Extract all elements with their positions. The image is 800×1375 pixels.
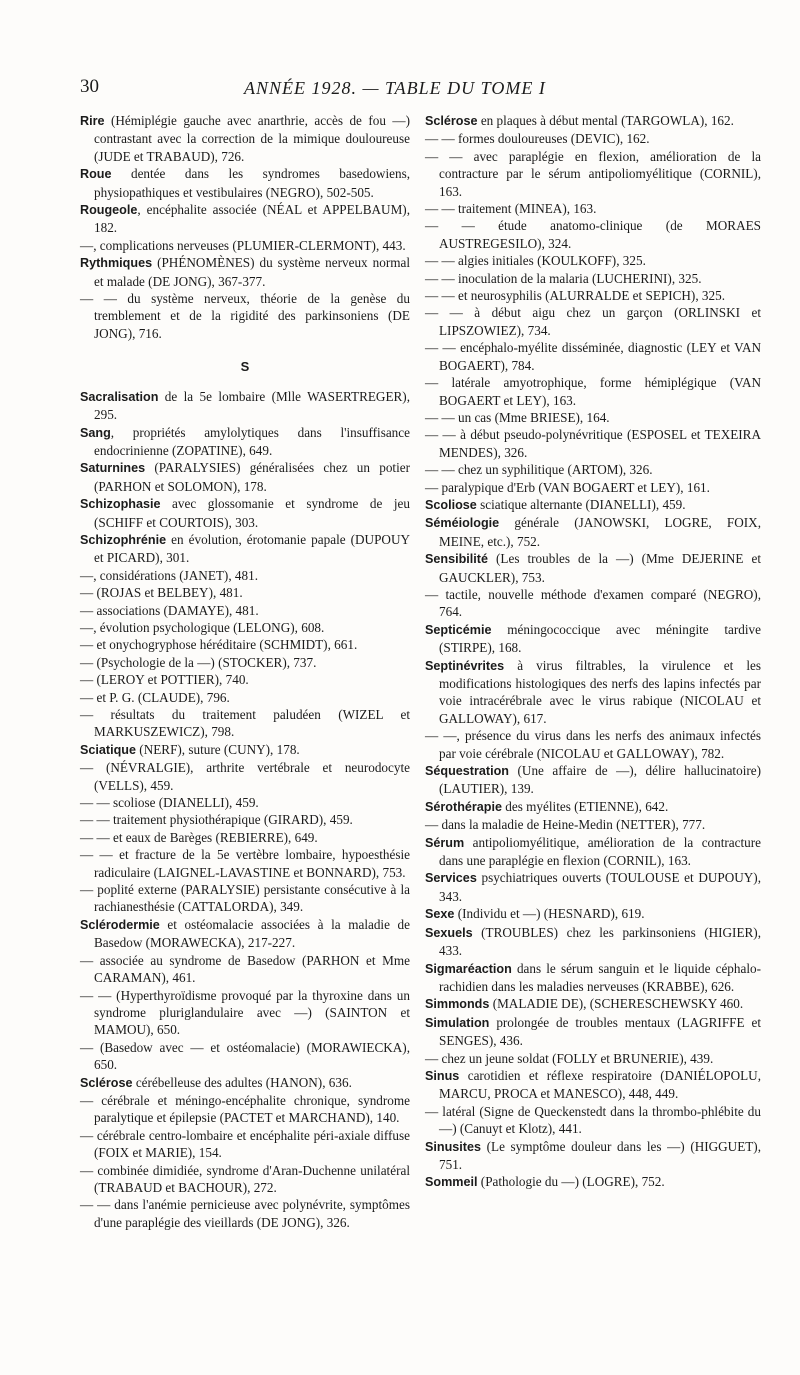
entry-text: (PARALYSIES) généralisées chez un potier (PARHON et SOLOMON), 178. [94,460,410,494]
running-title: ANNÉE 1928. — TABLE DU TOME I [244,78,546,98]
entry-text: — et P. G. (CLAUDE), 796. [80,689,230,705]
entry-text: (MALADIE DE), (SCHERESCHEWSKY 460. [489,996,744,1012]
entry-text: — — un cas (Mme BRIESE), 164. [425,409,610,425]
entry-text: , encéphalite associée (NÉAL et APPELBAUM), 182. [94,202,410,236]
index-entry [425,869,761,905]
right-column [425,112,761,1192]
entry-text: — — du système nerveux, théorie de la genèse du tremblement et de la rigidité des parkinsoniens (DE JONG), 716. [80,291,410,341]
entry-headword: Sérum [425,835,465,850]
entry-headword: Sensibilité [425,552,488,567]
entry-text: — —, présence du virus dans les nerfs des animaux infectés par voie cérébrale (NICOLAU et GALLOWAY), 782. [425,728,761,761]
entry-text: sciatique alternante (DIANELLI), 459. [476,496,686,512]
entry-text: de la 5e lombaire (Mlle WASERTREGER), 295. [94,388,410,423]
index-entry [80,112,410,165]
index-entry [425,409,761,426]
index-entry [80,1162,410,1197]
index-entry [80,495,410,531]
index-entry [425,374,761,409]
index-entry [80,567,410,584]
entry-text: — — traitement physiothérapique (GIRARD), 459. [80,812,353,828]
entry-headword: Sclérose [425,114,478,128]
entry-text: cérébelleuse des adultes (HANON), 636. [132,1074,352,1090]
entry-text: — et onychogryphose héréditaire (SCHMIDT), 661. [80,637,358,653]
entry-text: — (ROJAS et BELBEY), 481. [80,585,243,601]
entry-text: — — à début pseudo-polynévritique (ESPOSEL et TEXEIRA MENDES), 326. [425,427,761,460]
index-entry [80,619,410,636]
index-entry [425,834,761,870]
entry-headword: Schizophasie [80,497,161,512]
entry-text: , propriétés amylolytiques dans l'insuffisance endocrinienne (ZOPATINE), 649. [94,424,410,458]
index-entry [80,706,410,741]
index-entry [425,1173,761,1191]
index-entry [425,550,761,586]
index-entry [425,727,761,762]
entry-text: —, considérations (JANET), 481. [80,567,258,583]
index-entry [425,200,761,217]
entry-headword: Sclérodermie [80,917,160,932]
index-entry [425,657,761,728]
entry-text: — dans la maladie de Heine-Medin (NETTER), 777. [425,817,706,833]
entry-text: avec glossomanie et syndrome de jeu (SCHIFF et COURTOIS), 303. [94,496,410,530]
entry-text: générale (JANOWSKI, LOGRE, FOIX, MEINE, etc.), 752. [439,515,761,549]
entry-text: dans le sérum sanguin et le liquide céphalo-rachidien dans les maladies nerveuses (KRABBE), 626. [439,960,761,994]
entry-text: — associations (DAMAYE), 481. [80,602,259,618]
index-entry [425,217,761,252]
index-entry [80,1074,410,1092]
entry-text: psychiatriques ouverts (TOULOUSE et DUPOUY), 343. [439,870,761,904]
index-entry [425,1103,761,1138]
index-entry [425,148,761,200]
entry-headword: Sommeil [425,1175,478,1190]
index-entry [425,496,761,514]
index-entry [425,798,761,816]
entry-text: — cérébrale et méningo-encéphalite chronique, syndrome paralytique et épilepsie (PACTET et MARCHAND), 140. [80,1092,410,1126]
entry-headword: Sacralisation [80,389,159,404]
entry-text: — (LEROY et POTTIER), 740. [80,672,249,688]
entry-text: — — avec paraplégie en flexion, amélioration de la contracture par le sérum antipoliomyélitique (CORNIL), 163. [425,148,761,199]
entry-text: — — inoculation de la malaria (LUCHERINI), 325. [425,270,702,286]
section-letter: S [240,359,250,375]
index-entry [80,689,410,706]
entry-text: — poplité externe (PARALYSIE) persistante consécutive à la rachianesthésie (CATTALORDA), 349. [80,882,410,915]
entry-text: — — et fracture de la 5e vertèbre lombaire, hypoesthésie radiculaire (LAIGNEL-LAVASTINE et BONNARD), 753. [80,847,410,880]
entry-text: des myélites (ETIENNE), 642. [502,798,669,814]
index-entry [425,960,761,996]
index-entry [80,916,410,952]
entry-headword: Roue [80,167,112,182]
entry-text: (Pathologie du —) (LOGRE), 752. [477,1174,665,1190]
entry-headword: Sclérose [80,1075,133,1090]
entry-text: — — (Hyperthyroïdisme provoqué par la thyroxine dans un syndrome pluriglandulaire avec —) (SAINTON et MAMOU), 650. [80,987,410,1038]
entry-headword: Sang [80,425,111,440]
entry-text: — — et neurosyphilis (ALURRALDE et SEPICH), 325. [425,288,725,304]
index-entry [80,846,410,881]
entry-text: (Le symptôme douleur dans les —) (HIGGUET), 751. [439,1138,761,1172]
entry-text: dentée dans les syndromes basedowiens, physiopathiques et vestibulaires (NEGRO), 502-505. [94,166,410,200]
index-entry [80,237,410,254]
entry-text: — — encéphalo-myélite disséminée, diagnostic (LEY et VAN BOGAERT), 784. [425,340,761,373]
entry-text: — latérale amyotrophique, forme hémiplégique (VAN BOGAERT et LEY), 163. [425,375,761,408]
entry-headword: Séméiologie [425,516,500,531]
entry-text: — résultats du traitement paludéen (WIZEL et MARKUSZEWICZ), 798. [80,707,410,740]
entry-headword: Sexe [425,907,455,922]
index-entry [425,252,761,269]
entry-text: — (NÉVRALGIE), arthrite vertébrale et neurodocyte (VELLS), 459. [80,760,410,793]
entry-headword: Rire [80,114,105,128]
entry-text: — — dans l'anémie pernicieuse avec polynévrite, symptômes d'une paraplégie des vieillards (DE JONG), 326. [80,1197,410,1230]
index-entry [80,1127,410,1162]
entry-text: méningococcique avec méningite tardive (STIRPE), 168. [439,621,761,656]
entry-text: — chez un jeune soldat (FOLLY et BRUNERIE), 439. [425,1050,714,1066]
entry-text: antipoliomyélitique, amélioration de la contracture dans une paraplégie en flexion (CORNIL), 163. [439,834,761,869]
entry-headword: Septinévrites [425,658,505,673]
index-entry [80,881,410,916]
index-entry [80,424,410,460]
entry-headword: Sexuels [425,925,473,940]
index-entry [80,987,410,1039]
index-entry [80,388,410,424]
index-entry [425,270,761,287]
index-entry [80,952,410,987]
left-column [80,112,410,1231]
index-entry [425,426,761,461]
entry-headword: Scoliose [425,497,477,512]
page-header [76,74,742,102]
index-entry [425,1050,761,1067]
entry-text: (PHÉNOMÈNES) du système nerveux normal et malade (DE JONG), 367-377. [94,255,410,289]
index-entry [425,621,761,657]
index-entry [80,829,410,846]
entry-text: — latéral (Signe de Queckenstedt dans la thrombo-phlébite du —) (Canuyt et Klotz), 441. [425,1103,761,1137]
entry-text: carotidien et réflexe respiratoire (DANIÉLOPOLU, MARCU, PROCA et MANESCO), 448, 449. [439,1067,761,1102]
index-entry [425,1138,761,1174]
entry-headword: Simmonds [425,997,490,1012]
entry-text: — (Psychologie de la —) (STOCKER), 737. [80,654,317,670]
entry-headword: Rythmiques [80,256,153,271]
entry-text: (Individu et —) (HESNARD), 619. [454,906,645,922]
entry-text: — — scoliose (DIANELLI), 459. [80,795,259,811]
entry-headword: Sinus [425,1068,460,1083]
entry-text: — cérébrale centro-lombaire et encéphalite péri-axiale diffuse (FOIX et MARIE), 154. [80,1127,410,1161]
index-entry [425,304,761,339]
entry-text: — — traitement (MINEA), 163. [425,201,597,217]
entry-text: (NERF), suture (CUNY), 178. [136,741,300,757]
entry-text: prolongée de troubles mentaux (LAGRIFFE et SENGES), 436. [439,1014,761,1049]
entry-text: — tactile, nouvelle méthode d'examen comparé (NEGRO), 764. [425,586,761,620]
entry-text: —, évolution psychologique (LELONG), 608. [80,619,325,635]
entry-text: — combinée dimidiée, syndrome d'Aran-Duchenne unilatéral (TRABAUD et BACHOUR), 272. [80,1162,410,1195]
entry-text: en évolution, érotomanie papale (DUPOUY et PICARD), 301. [94,531,410,566]
index-entry [80,1092,410,1127]
entry-text: — — algies initiales (KOULKOFF), 325. [425,253,646,269]
index-entry [425,762,761,798]
page-number: 30 [80,76,99,97]
entry-headword: Saturnines [80,461,146,476]
index-entry [80,671,410,688]
entry-headword: Sciatique [80,742,136,757]
index-entry [425,995,761,1013]
entry-text: en plaques à début mental (TARGOWLA), 162. [477,113,734,128]
index-entry [80,531,410,567]
index-entry [80,459,410,495]
entry-text: — — chez un syphilitique (ARTOM), 326. [425,462,653,478]
index-entry [80,1196,410,1231]
entry-text: à virus filtrables, la virulence et les modifications histologiques des nerfs des lapins infectés par voie intracérébrale avec le virus rabique (NICOLAU et GALLOWAY), 617. [439,657,761,726]
entry-headword: Rougeole [80,203,138,218]
index-entry [80,654,410,671]
index-entry [425,287,761,304]
entry-text: — — à début aigu chez un garçon (ORLINSKI et LIPSZOWIEZ), 734. [425,305,761,338]
entry-text: — paralypique d'Erb (VAN BOGAERT et LEY), 161. [425,479,710,495]
entry-text: — — étude anatomo-clinique (de MORAES AUSTREGESILO), 324. [425,218,761,251]
index-entry [425,479,761,496]
entry-text: (Hémiplégie gauche avec anarthrie, accès de fou —) contrastant avec la correction de la mimique douloureuse (JUDE et TRABAUD), 726. [94,113,410,164]
index-entry [80,811,410,828]
entry-text: — (Basedow avec — et ostéomalacie) (MORAWIECKA), 650. [80,1039,410,1073]
entry-headword: Séquestration [425,764,509,779]
entry-headword: Simulation [425,1015,490,1030]
index-entry [80,741,410,759]
entry-text: (Une affaire de —), délire hallucinatoire) (LAUTIER), 139. [439,763,761,797]
index-entry [425,1014,761,1050]
index-entry [425,586,761,621]
index-entry [425,130,761,147]
index-entry [80,759,410,794]
index-entry [425,905,761,923]
index-entry [425,816,761,833]
entry-headword: Schizophrénie [80,532,167,547]
entry-text: — associée au syndrome de Basedow (PARHON et Mme CARAMAN), 461. [80,952,410,986]
entry-text: (Les troubles de la —) (Mme DEJERINE et GAUCKLER), 753. [439,551,761,585]
index-entry [425,339,761,374]
entry-text: — — et eaux de Barèges (REBIERRE), 649. [80,829,318,845]
index-entry [425,924,761,960]
index-entry [80,201,410,237]
entry-headword: Services [425,871,477,886]
index-entry [80,290,410,342]
index-entry [80,602,410,619]
index-entry [80,1039,410,1074]
index-entry [80,636,410,653]
index-entry [80,794,410,811]
index-entry [425,1067,761,1103]
entry-headword: Sigmaréaction [425,961,512,976]
entry-text: —, complications nerveuses (PLUMIER-CLERMONT), 443. [80,237,406,253]
index-entry [80,584,410,601]
index-entry [425,112,761,130]
entry-headword: Sinusites [425,1139,481,1154]
entry-headword: Sérothérapie [425,799,502,814]
index-entry [80,254,410,290]
index-entry [425,514,761,550]
index-entry [80,165,410,201]
entry-text: — — formes douloureuses (DEVIC), 162. [425,131,650,147]
entry-text: (TROUBLES) chez les parkinsoniens (HIGIER), 433. [439,924,761,959]
entry-text: et ostéomalacie associées à la maladie de Basedow (MORAWECKA), 217-227. [94,916,410,951]
index-entry [425,461,761,478]
entry-headword: Septicémie [425,622,492,637]
